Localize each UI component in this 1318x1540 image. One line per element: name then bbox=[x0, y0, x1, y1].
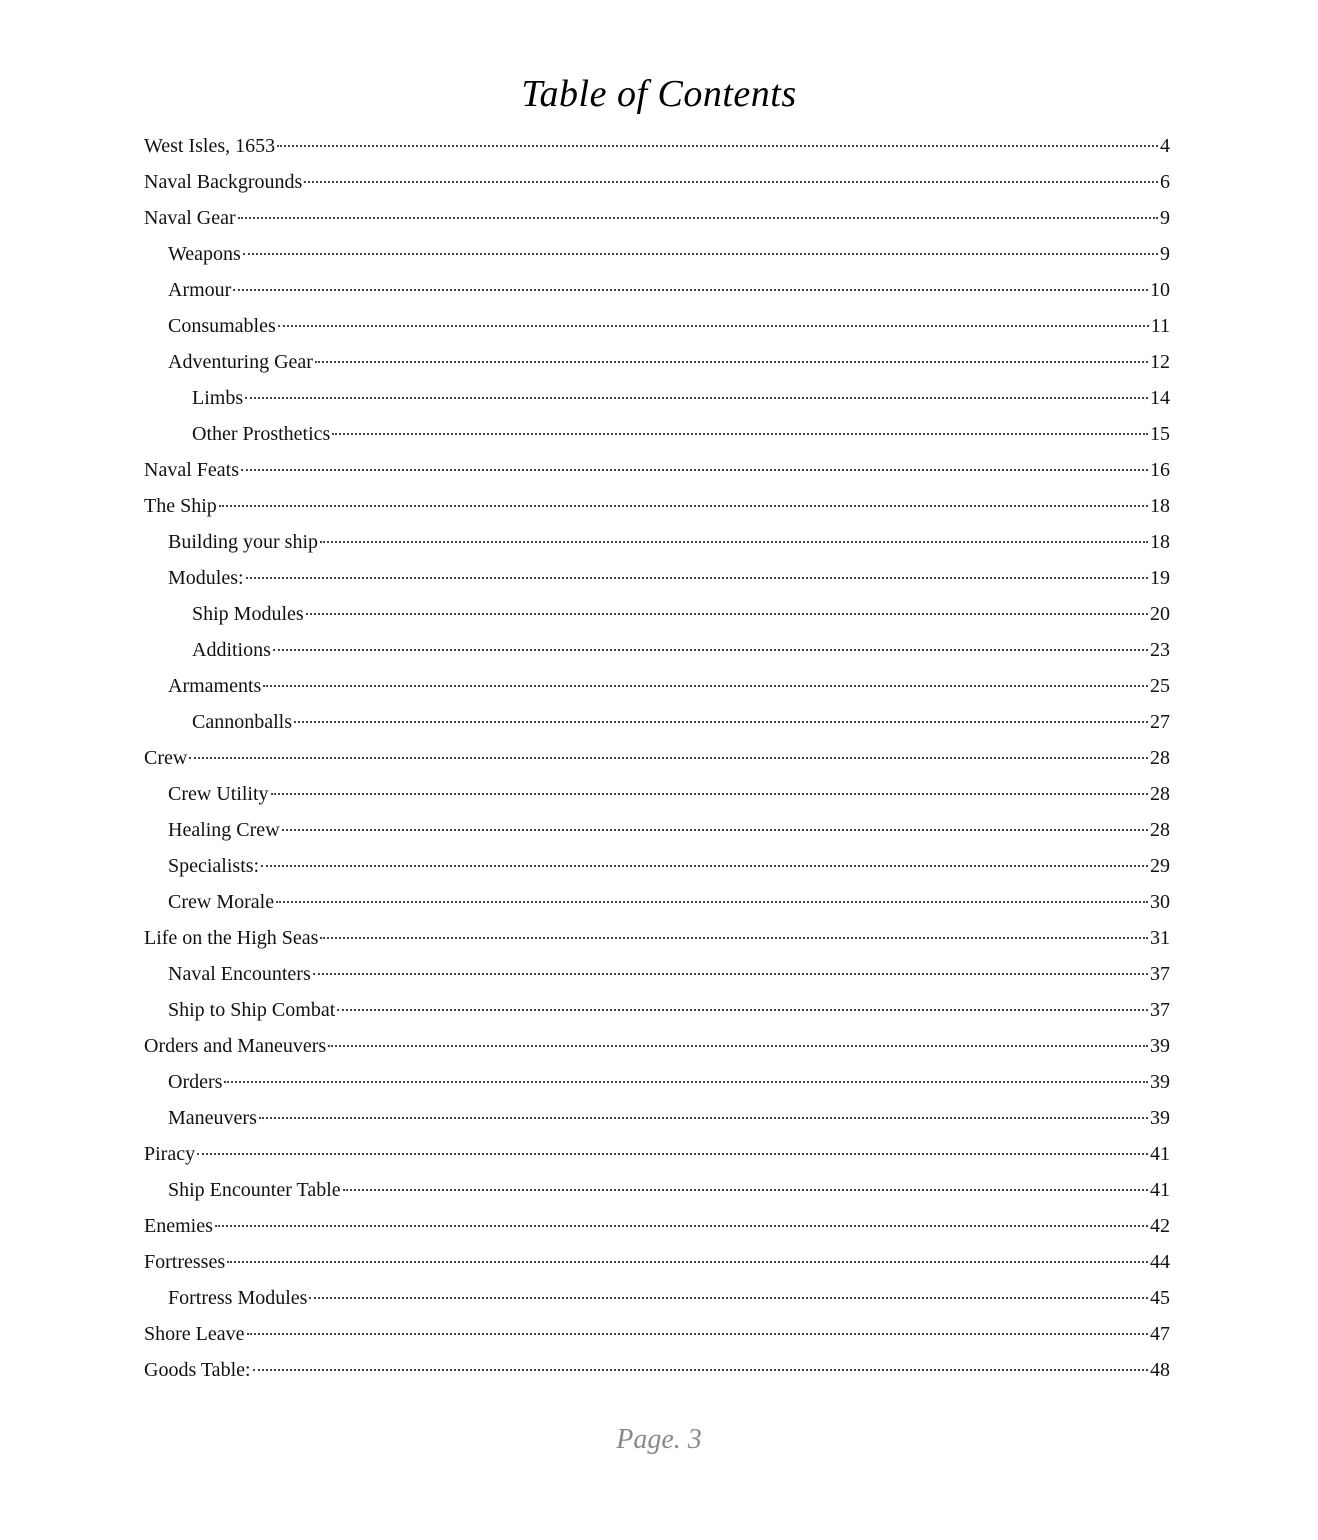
toc-entry-label: Orders and Maneuvers bbox=[144, 1035, 327, 1057]
toc-entry-page-number: 29 bbox=[1150, 855, 1170, 877]
dot-leader bbox=[343, 1189, 1148, 1191]
toc-entry[interactable] bbox=[144, 992, 1170, 1028]
toc-entry[interactable] bbox=[144, 740, 1170, 776]
toc-entry-label: Armaments bbox=[168, 675, 262, 697]
toc-entry[interactable] bbox=[144, 848, 1170, 884]
toc-entry[interactable] bbox=[144, 668, 1170, 704]
toc-entry-page-number: 14 bbox=[1150, 387, 1170, 409]
dot-leader bbox=[261, 865, 1148, 867]
page-title: Table of Contents bbox=[521, 73, 797, 115]
dot-leader bbox=[273, 649, 1148, 651]
dot-leader bbox=[246, 577, 1148, 579]
toc-entry-page-number: 4 bbox=[1160, 135, 1170, 157]
toc-entry-page-number: 45 bbox=[1150, 1287, 1170, 1309]
dot-leader bbox=[309, 1297, 1148, 1299]
dot-leader bbox=[271, 793, 1148, 795]
toc-entry-page-number: 9 bbox=[1160, 207, 1170, 229]
toc-entry-page-number: 9 bbox=[1160, 243, 1170, 265]
toc-entry-label: Ship Modules bbox=[192, 603, 304, 625]
toc-entry-label: Adventuring Gear bbox=[168, 351, 313, 373]
toc-entry-label: Cannonballs bbox=[192, 711, 292, 733]
toc-entry[interactable] bbox=[144, 812, 1170, 848]
toc-entry-page-number: 42 bbox=[1150, 1215, 1170, 1237]
toc-entry-page-number: 47 bbox=[1150, 1323, 1170, 1345]
dot-leader bbox=[245, 397, 1148, 399]
dot-leader bbox=[320, 541, 1148, 543]
toc-entry-label: Naval Feats bbox=[144, 459, 239, 481]
toc-entry[interactable] bbox=[144, 380, 1170, 416]
toc-entry[interactable] bbox=[144, 488, 1170, 524]
dot-leader bbox=[233, 289, 1148, 291]
toc-entry-page-number: 18 bbox=[1150, 531, 1170, 553]
toc-entry[interactable] bbox=[144, 560, 1170, 596]
toc-entry-page-number: 10 bbox=[1150, 279, 1170, 301]
toc-entry[interactable] bbox=[144, 1172, 1170, 1208]
toc-entry-page-number: 28 bbox=[1150, 783, 1170, 805]
toc-entry-page-number: 19 bbox=[1150, 567, 1170, 589]
toc-entry[interactable] bbox=[144, 272, 1170, 308]
dot-leader bbox=[259, 1117, 1148, 1119]
toc-entry[interactable] bbox=[144, 1064, 1170, 1100]
toc-entry-label: Shore Leave bbox=[144, 1323, 245, 1345]
toc-entry-label: Specialists: bbox=[168, 855, 260, 877]
dot-leader bbox=[241, 469, 1148, 471]
toc-entry-page-number: 12 bbox=[1150, 351, 1170, 373]
toc-entry-label: Goods Table: bbox=[144, 1359, 251, 1381]
toc-entry-label: Ship Encounter Table bbox=[168, 1179, 341, 1201]
toc-entry[interactable] bbox=[144, 632, 1170, 668]
toc-entry-page-number: 15 bbox=[1150, 423, 1170, 445]
toc-entry[interactable] bbox=[144, 704, 1170, 740]
toc-entry-page-number: 28 bbox=[1150, 747, 1170, 769]
dot-leader bbox=[313, 973, 1148, 975]
toc-entry[interactable] bbox=[144, 308, 1170, 344]
toc-entry[interactable] bbox=[144, 1028, 1170, 1064]
toc-entry-label: Naval Gear bbox=[144, 207, 236, 229]
toc-entry[interactable] bbox=[144, 236, 1170, 272]
dot-leader bbox=[224, 1081, 1148, 1083]
dot-leader bbox=[263, 685, 1148, 687]
toc-entry-label: Crew Utility bbox=[168, 783, 269, 805]
dot-leader bbox=[337, 1009, 1148, 1011]
toc-entry-label: Fortress Modules bbox=[168, 1287, 308, 1309]
toc-entry-page-number: 37 bbox=[1150, 999, 1170, 1021]
toc-entry-label: Naval Encounters bbox=[168, 963, 311, 985]
toc-entry[interactable] bbox=[144, 1208, 1170, 1244]
toc-entry[interactable] bbox=[144, 1280, 1170, 1316]
toc-entry[interactable] bbox=[144, 884, 1170, 920]
toc-entry[interactable] bbox=[144, 524, 1170, 560]
toc-entry-page-number: 48 bbox=[1150, 1359, 1170, 1381]
toc-entry-page-number: 6 bbox=[1160, 171, 1170, 193]
toc-entry[interactable] bbox=[144, 200, 1170, 236]
toc-entry[interactable] bbox=[144, 452, 1170, 488]
toc-entry-page-number: 25 bbox=[1150, 675, 1170, 697]
toc-entry-label: Orders bbox=[168, 1071, 223, 1093]
toc-entry[interactable] bbox=[144, 1316, 1170, 1352]
toc-entry-page-number: 18 bbox=[1150, 495, 1170, 517]
dot-leader bbox=[304, 181, 1158, 183]
toc-entry-label: Modules: bbox=[168, 567, 244, 589]
toc-entry-page-number: 27 bbox=[1150, 711, 1170, 733]
dot-leader bbox=[219, 505, 1148, 507]
toc-entry-label: Other Prosthetics bbox=[192, 423, 331, 445]
toc-entry[interactable] bbox=[144, 776, 1170, 812]
dot-leader bbox=[197, 1153, 1148, 1155]
toc-entry[interactable] bbox=[144, 416, 1170, 452]
toc-entry-label: Crew bbox=[144, 747, 188, 769]
toc-entry-page-number: 30 bbox=[1150, 891, 1170, 913]
dot-leader bbox=[306, 613, 1148, 615]
toc-entry[interactable] bbox=[144, 596, 1170, 632]
toc-entry-label: Piracy bbox=[144, 1143, 196, 1165]
toc-entry-page-number: 16 bbox=[1150, 459, 1170, 481]
toc-entry-label: The Ship bbox=[144, 495, 217, 517]
toc-entry-page-number: 39 bbox=[1150, 1107, 1170, 1129]
dot-leader bbox=[227, 1261, 1148, 1263]
dot-leader bbox=[253, 1369, 1148, 1371]
toc-entry-page-number: 44 bbox=[1150, 1251, 1170, 1273]
toc-entry-label: Armour bbox=[168, 279, 232, 301]
toc-entry-label: Building your ship bbox=[168, 531, 319, 553]
dot-leader bbox=[315, 361, 1148, 363]
toc-entry-page-number: 41 bbox=[1150, 1143, 1170, 1165]
toc-entry-label: Life on the High Seas bbox=[144, 927, 319, 949]
toc-entry-label: Healing Crew bbox=[168, 819, 280, 841]
toc-entry[interactable] bbox=[144, 1136, 1170, 1172]
dot-leader bbox=[243, 253, 1158, 255]
toc-entry-label: West Isles, 1653 bbox=[144, 135, 276, 157]
toc-entry[interactable] bbox=[144, 920, 1170, 956]
page-number-footer: Page. 3 bbox=[616, 1424, 702, 1455]
toc-entry[interactable] bbox=[144, 1352, 1170, 1388]
toc-entry-page-number: 37 bbox=[1150, 963, 1170, 985]
toc-entry-page-number: 31 bbox=[1150, 927, 1170, 949]
dot-leader bbox=[282, 829, 1148, 831]
dot-leader bbox=[332, 433, 1148, 435]
dot-leader bbox=[294, 721, 1148, 723]
toc-entry-label: Additions bbox=[192, 639, 271, 661]
toc-entry[interactable] bbox=[144, 128, 1170, 164]
dot-leader bbox=[277, 145, 1158, 147]
toc-entry[interactable] bbox=[144, 1100, 1170, 1136]
toc-entry-page-number: 39 bbox=[1150, 1071, 1170, 1093]
toc-entry-page-number: 41 bbox=[1150, 1179, 1170, 1201]
toc-entry-label: Fortresses bbox=[144, 1251, 226, 1273]
toc-entry-page-number: 20 bbox=[1150, 603, 1170, 625]
toc-entry[interactable] bbox=[144, 344, 1170, 380]
toc-entry-label: Maneuvers bbox=[168, 1107, 257, 1129]
dot-leader bbox=[215, 1225, 1148, 1227]
toc-entry-label: Ship to Ship Combat bbox=[168, 999, 336, 1021]
dot-leader bbox=[238, 217, 1158, 219]
dot-leader bbox=[276, 901, 1148, 903]
toc-entry[interactable] bbox=[144, 1244, 1170, 1280]
toc-entry-page-number: 23 bbox=[1150, 639, 1170, 661]
toc-entry[interactable] bbox=[144, 164, 1170, 200]
toc-entry-label: Enemies bbox=[144, 1215, 213, 1237]
toc-entry-page-number: 39 bbox=[1150, 1035, 1170, 1057]
table-of-contents bbox=[144, 128, 1170, 1388]
dot-leader bbox=[189, 757, 1148, 759]
dot-leader bbox=[278, 325, 1149, 327]
toc-entry-label: Consumables bbox=[168, 315, 276, 337]
dot-leader bbox=[320, 937, 1148, 939]
toc-entry-page-number: 11 bbox=[1150, 315, 1170, 337]
dot-leader bbox=[328, 1045, 1148, 1047]
toc-entry-label: Crew Morale bbox=[168, 891, 275, 913]
toc-entry-page-number: 28 bbox=[1150, 819, 1170, 841]
dot-leader bbox=[247, 1333, 1148, 1335]
toc-entry[interactable] bbox=[144, 956, 1170, 992]
toc-entry-label: Naval Backgrounds bbox=[144, 171, 303, 193]
toc-entry-label: Limbs bbox=[192, 387, 244, 409]
toc-entry-label: Weapons bbox=[168, 243, 241, 265]
